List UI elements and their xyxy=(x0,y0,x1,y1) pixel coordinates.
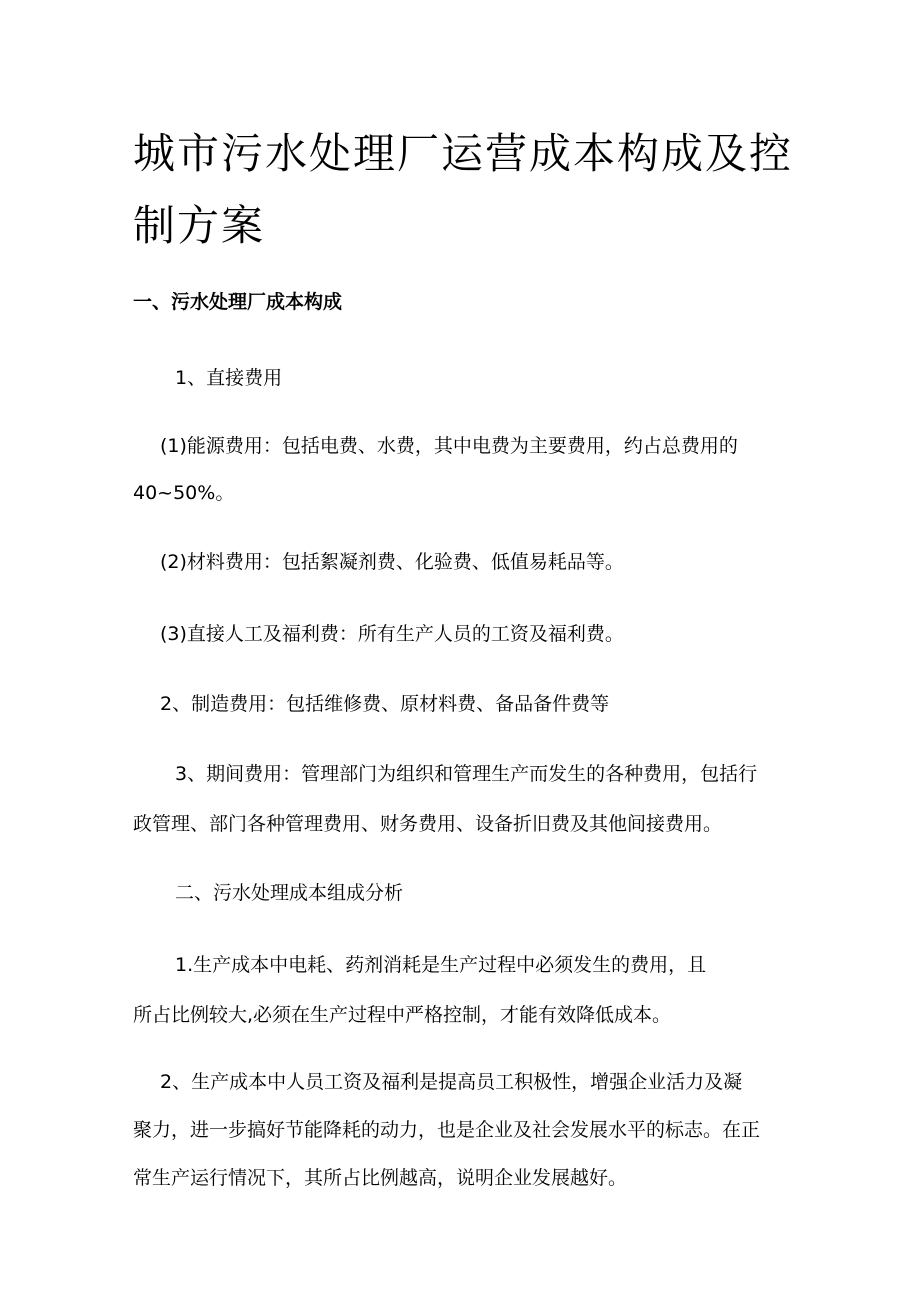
item-1-1-line-1: (1)能源费用：包括电费、水费，其中电费为主要费用，约占总费用的 xyxy=(160,435,738,457)
analysis-2-line-1: 2、生产成本中人员工资及福利是提高员工积极性，增强企业活力及凝 xyxy=(160,1071,743,1093)
item-3-line-2: 政管理、部门各种管理费用、财务费用、设备折旧费及其他间接费用。 xyxy=(133,813,723,835)
item-1-1-line-2: 40~50%。 xyxy=(133,482,235,504)
item-1-heading: 1、直接费用 xyxy=(175,367,283,389)
section-2-heading: 二、污水处理成本组成分析 xyxy=(175,882,404,904)
title-line-2: 制方案 xyxy=(133,201,266,250)
analysis-2-line-2: 聚力，进一步搞好节能降耗的动力，也是企业及社会发展水平的标志。在正 xyxy=(133,1119,761,1141)
analysis-2-line-3: 常生产运行情况下，其所占比例越高，说明企业发展越好。 xyxy=(133,1167,628,1189)
item-1-3: (3)直接人工及福利费：所有生产人员的工资及福利费。 xyxy=(160,623,624,645)
item-3-line-1: 3、期间费用：管理部门为组织和管理生产而发生的各种费用，包括行 xyxy=(175,763,758,785)
item-1-2: (2)材料费用：包括絮凝剂费、化验费、低值易耗品等。 xyxy=(160,551,624,573)
title-line-1: 城市污水处理厂运营成本构成及控 xyxy=(133,129,794,178)
section-1-heading: 一、污水处理厂成本构成 xyxy=(133,291,343,313)
analysis-1-line-1: 1.生产成本中电耗、药剂消耗是生产过程中必须发生的费用，且 xyxy=(175,954,707,976)
document-title xyxy=(133,118,813,262)
analysis-1-line-2: 所占比例较大,必须在生产过程中严格控制，才能有效降低成本。 xyxy=(133,1004,672,1026)
item-2: 2、制造费用：包括维修费、原材料费、备品备件费等 xyxy=(160,693,610,715)
